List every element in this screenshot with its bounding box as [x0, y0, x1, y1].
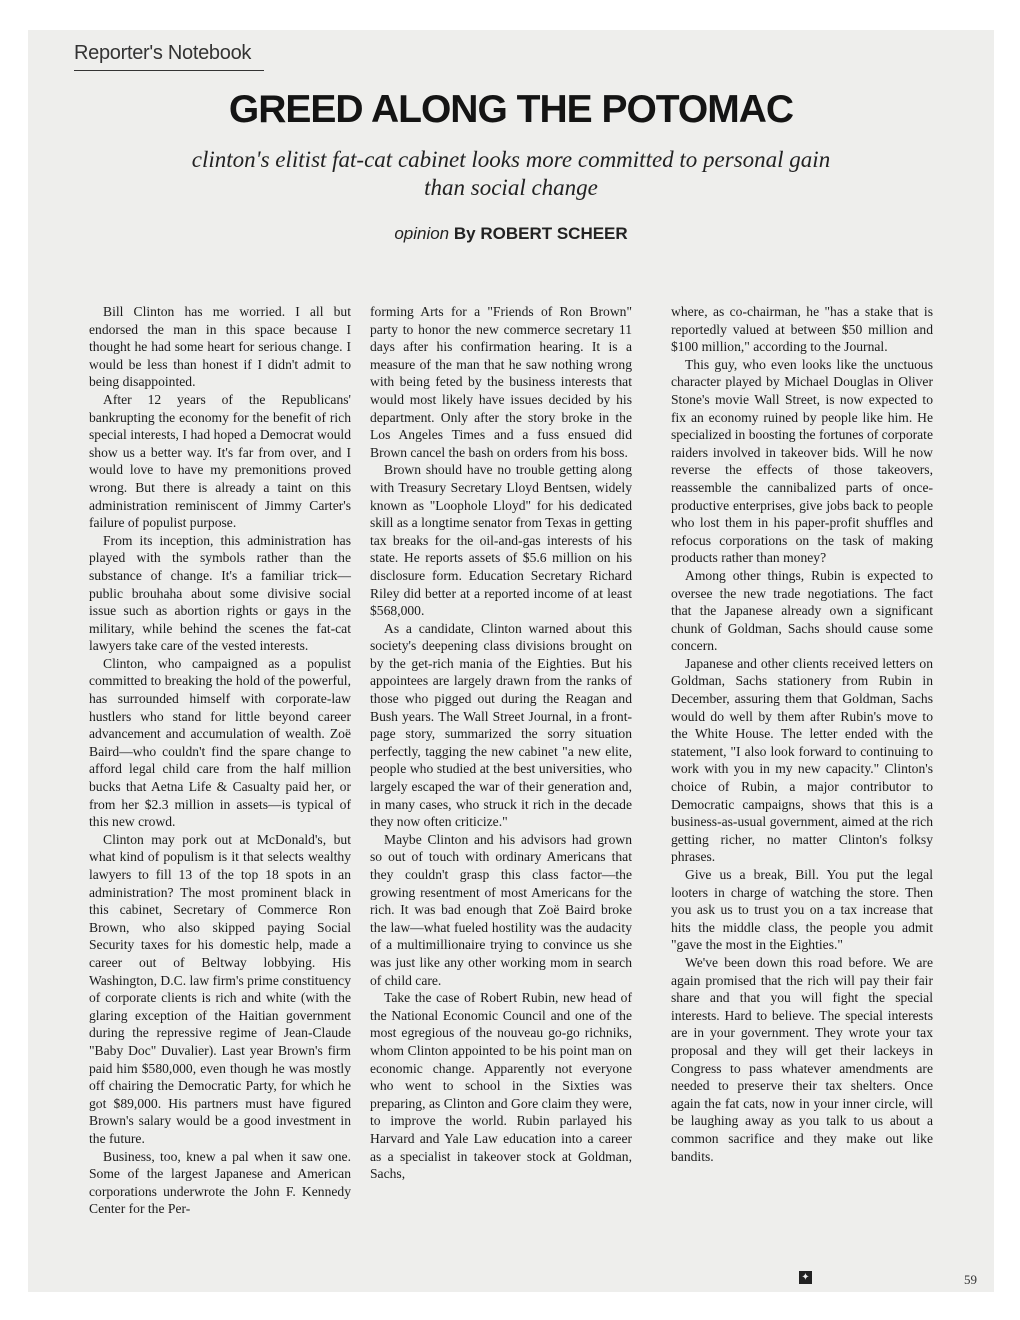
article-column-3: [671, 303, 933, 1165]
paragraph: Among other things, Rubin is expected to oversee the new trade negotiations. The fact that the Japanese already own a significant chunk of Goldman, Sachs should cause some concern.: [671, 567, 933, 654]
paragraph: Japanese and other clients received letters on Goldman, Sachs stationery from Rubin in December, assuring them that Goldman, Sachs would do well by them after Rubin's move to the White House. The letter ended with the statement, "I also look forward to continuing to work with you in my new capacity." Clinton's choice of Rubin, a major contributor to Democratic campaigns, shows that this is a business-as-usual government, aimed at the rich getting richer, no matter Clinton's folksy phrases.: [671, 655, 933, 865]
article-column-1: [89, 303, 351, 1218]
paragraph: After 12 years of the Republicans' bankrupting the economy for the benefit of rich special interests, I had hoped a Democrat would show us a better way. It's far from over, and I would love to have my premonitions proved wrong. But there is already a taint on this administration reminiscent of Jimmy Carter's failure of populist purpose.: [89, 391, 351, 531]
article-column-2: [370, 303, 632, 1183]
page-number: 59: [964, 1272, 977, 1287]
paragraph: Bill Clinton has me worried. I all but endorsed the man in this space because I thought he had some heart for serious change. I would be less than honest if I didn't admit to being disappointed.: [89, 304, 351, 390]
section-label: Reporter's Notebook: [74, 42, 252, 64]
paragraph: We've been down this road before. We are again promised that the rich will pay their fair share and that you will fight the special interests. Hard to believe. The special interests are in your government. They wrote your tax proposal and they will get their lackeys in Congress to pass whatever amendments are needed to preserve their tax shelters. Once again the fat cats, now in your inner circle, will be laughing away as you talk to us about a common sacrifice and they make out like bandits.: [671, 954, 933, 1164]
byline: [28, 224, 994, 244]
subheadline: clinton's elitist fat-cat cabinet looks more committed to personal gain than social change: [191, 147, 831, 200]
paragraph: As a candidate, Clinton warned about this society's deepening class divisions brought on by the get-rich mania of the Eighties. But his appointees are largely drawn from the ranks of those who pigged out during the Reagan and Bush years. The Wall Street Journal, in a front-page story, summarized the sorry situation perfectly, tagging the new cabinet "a new elite, people who studied at the best universities, who largely escaped the war of their generation and, in many cases, who struck it rich in the decade they now often criticize.": [370, 620, 632, 830]
paragraph: From its inception, this administration has played with the symbols rather than the substance of change. It's a familiar trick—public brouhaha about some divisive social issue such as abortion rights or gays in the military, while behind the scenes the fat-cat lawyers take care of the vested interests.: [89, 532, 351, 654]
paragraph: This guy, who even looks like the unctuous character played by Michael Douglas in Oliver Stone's movie Wall Street, is now expected to fix an economy ruined by people like him. He specialized in boosting the fortunes of corporate raiders involved in takeover bids. Will he now reverse the effects of those takeovers, reassemble the cannibalized parts of once-productive enterprises, give jobs back to people who lost them in his paper-profit shuffles and refocus corporations on the task of making products rather than money?: [671, 356, 933, 566]
paragraph: Clinton, who campaigned as a populist committed to breaking the hold of the powerful, has surrounded himself with corporate-law hustlers who stand for little beyond career advancement and accumulation of wealth. Zoë Baird—who couldn't find the spare change to afford legal child care from the half million bucks that Aetna Life & Casualty paid her, or from her $2.3 million in assets—is typical of this new crowd.: [89, 655, 351, 830]
end-mark: [799, 1266, 812, 1284]
section-rule: [74, 70, 264, 71]
paragraph: Business, too, knew a pal when it saw one. Some of the largest Japanese and American corporations underwrote the John F. Kennedy Center for the Per-: [89, 1148, 351, 1217]
headline: GREED ALONG THE POTOMAC: [228, 88, 794, 131]
byline-author: By ROBERT SCHEER: [453, 224, 628, 243]
paragraph: where, as co-chairman, he "has a stake that is reportedly valued at between $50 million and $100 million," according to the Journal.: [671, 304, 933, 355]
paragraph: Maybe Clinton and his advisors had grown so out of touch with ordinary Americans that they couldn't grasp this class factor—the growing resentment of most Americans for the rich. It was bad enough that Zoë Baird broke the law—what fueled hostility was the audacity of a multimillionaire trying to convince us she was just like any other working mom in search of child care.: [370, 831, 632, 988]
magazine-page: [28, 30, 994, 1292]
byline-kind: opinion: [394, 224, 450, 243]
bunny-logo-icon: ✦: [799, 1271, 812, 1284]
paragraph: forming Arts for a "Friends of Ron Brown" party to honor the new commerce secretary 11 days after his confirmation hearing. It is a measure of the man that he saw nothing wrong with being feted by the business interests that would most likely have issues decided by his department. Only after the story broke in the Los Angeles Times and a fuss ensued did Brown cancel the bash on orders from his boss.: [370, 304, 632, 460]
paragraph: Clinton may pork out at McDonald's, but what kind of populism is it that selects wealthy lawyers to fill 13 of the top 18 spots in an administration? The most prominent black in this cabinet, Secretary of Commerce Ron Brown, who also skipped paying Social Security taxes for his domestic help, made a career out of Beltway lobbying. His Washington, D.C. law firm's prime constituency of corporate clients is rich and white (with the glaring exception of the Haitian government during the repressive regime of Jean-Claude "Baby Doc" Duvalier). Last year Brown's firm paid him $580,000, even though he was mostly off chairing the Democratic Party, for which he got $89,000. His partners must have figured Brown's salary would be a good investment in the future.: [89, 831, 351, 1146]
paragraph: Brown should have no trouble getting along with Treasury Secretary Lloyd Bentsen, widely known as "Loophole Lloyd" for his dedicated skill as a longtime senator from Texas in getting tax breaks for the oil-and-gas interests of his state. He reports assets of $5.6 million on his disclosure form. Education Secretary Richard Riley did better at a reported income of at least $568,000.: [370, 462, 632, 619]
paragraph: Give us a break, Bill. You put the legal looters in charge of watching the store. Then you ask us to trust you on a tax increase that hits the middle class, the people you admit "gave the most in the Eighties.": [671, 867, 933, 953]
paragraph: Take the case of Robert Rubin, new head of the National Economic Council and one of the most egregious of the nouveau go-go richniks, whom Clinton appointed to be his point man on economic change. Apparently not everyone who went to school in the Sixties was preparing, as Clinton and Gore claim they were, to improve the world. Rubin parlayed his Harvard and Yale Law education into a career as a specialist in takeover stock at Goldman, Sachs,: [370, 990, 632, 1182]
